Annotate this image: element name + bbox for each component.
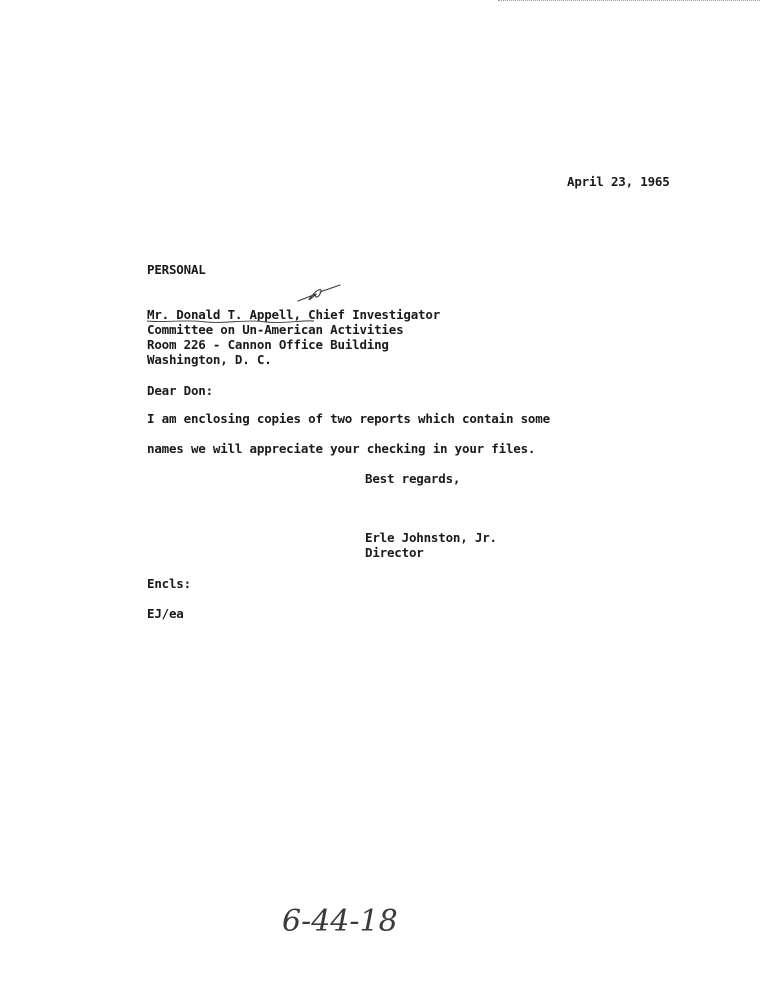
recipient-line-1: Mr. Donald T. Appell, Chief Investigator [147,307,441,322]
top-edge-dots [498,0,760,3]
body-line-2: names we will appreciate your checking in your files. [147,441,536,456]
recipient-line-3: Room 226 - Cannon Office Building [147,337,389,352]
salutation: Dear Don: [147,383,213,398]
signer-name: Erle Johnston, Jr. [365,530,497,545]
personal-marking: PERSONAL [147,262,206,277]
body-line-1: I am enclosing copies of two reports which contain some [147,411,550,426]
reference-initials: EJ/ea [147,606,184,621]
closing: Best regards, [365,471,461,486]
handwritten-check-mark-icon [296,282,344,304]
enclosures-note: Encls: [147,576,191,591]
handwritten-file-number [278,897,438,943]
recipient-line-4: Washington, D. C. [147,352,272,367]
signer-title: Director [365,545,424,560]
letter-date: April 23, 1965 [567,174,670,189]
file-number-text: 6-44-18 [282,904,398,939]
recipient-line-2: Committee on Un-American Activities [147,322,404,337]
